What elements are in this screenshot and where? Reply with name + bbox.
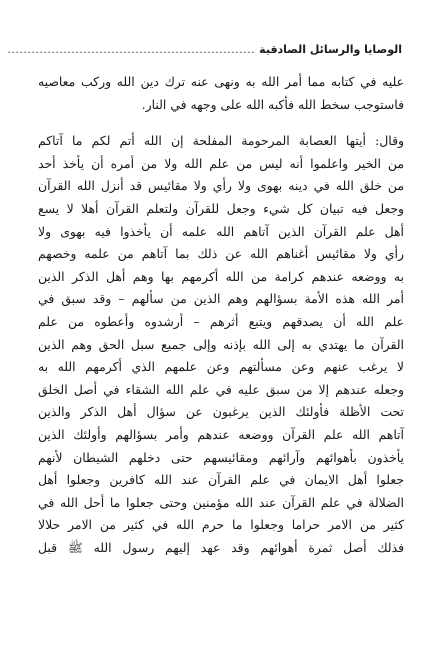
running-header [7,40,402,58]
text-line: من خلق الله في دينه بهوى ولا رأي ولا مقائيس قد أنزل الله القرآن [38,178,404,194]
text-line: كثير من الامر حراما وجعلوا ما حرم الله في كثير من الامر حلالا [38,517,404,533]
text-line: وجعل فيه تبيان كل شيء وجعل للقرآن ولتعلم القرآن أهلا لا يسع [38,200,404,216]
text-line: رأي ولا مقائيس أغناهم الله عن ذلك بما آتاهم من علمه وخصهم [38,246,404,262]
text-line: آتاهم الله علم القرآن ووضعه عندهم وأمر بسؤالهم وأولئك الذين [38,426,404,442]
text-line: لا يرغب عنهم وعن مسألتهم وعن علمهم الذي أكرمهم الله به [38,359,404,375]
text-line: أمر الله هذه الأمة بسؤالهم وهم الذين من سألهم – وقد سبق في [38,291,404,307]
text-line: جعلوا أهل الايمان في علم القرآن عند الله كافرين وجعلوا أهل [38,472,404,488]
text-line: من الخير واعلموا أنه ليس من علم الله ولا من أمره أن يأخذ أحد [38,155,404,171]
book-title: الوصايا والرسائل الصادقية [259,42,402,56]
dotted-leader: .............................................................. [7,42,256,56]
text-line: أهل علم القرآن الذين آتاهم الله علمه أن يأخذوا فيه بهوى ولا [38,223,404,239]
text-line: القرآن ما يهتدي به إلى الله بإذنه وإلى جميع سبل الحق وهم الذين [38,336,404,352]
paragraph [38,130,404,559]
text-line: علم الله أن يصدقهم ويتبع أثرهم – أرشدوه وأعطوه من علم [38,313,404,329]
text-line: فاستوجب سخط الله فأكبه الله على وجهه في النار. [141,96,404,112]
text-line: يأخذون بأهوائهم وآرائهم ومقائيسهم حتى دخلهم الشيطان لأنهم [38,449,404,465]
text-line: به ووضعه عندهم كرامة من الله أكرمهم بها وهم أهل الذكر الذين [38,268,404,284]
paragraph [38,71,404,116]
text-line: وقال: أيتها العصابة المرحومة المفلحة إن الله أتم لكم ما آتاكم [38,133,404,149]
text-line: تحت الأظلة فأولئك الذين يرغبون عن سؤال أهل الذكر والذين [38,404,404,420]
text-line: الضلالة في علم القرآن عند الله مؤمنين وحتى جعلوا ما أحل الله في [38,494,404,510]
body-text [38,71,404,559]
text-line: فذلك أصل ثمرة أهوائهم وقد عهد إليهم رسول الله ﷺ قبل [38,539,404,555]
text-line: وجعله عندهم إلا من سبق عليه في علم الله الشقاء في أصل الخلق [38,381,404,397]
text-line: عليه في كتابه مما أمر الله به ونهى عنه ترك دين الله وركب معاصيه [38,74,404,89]
